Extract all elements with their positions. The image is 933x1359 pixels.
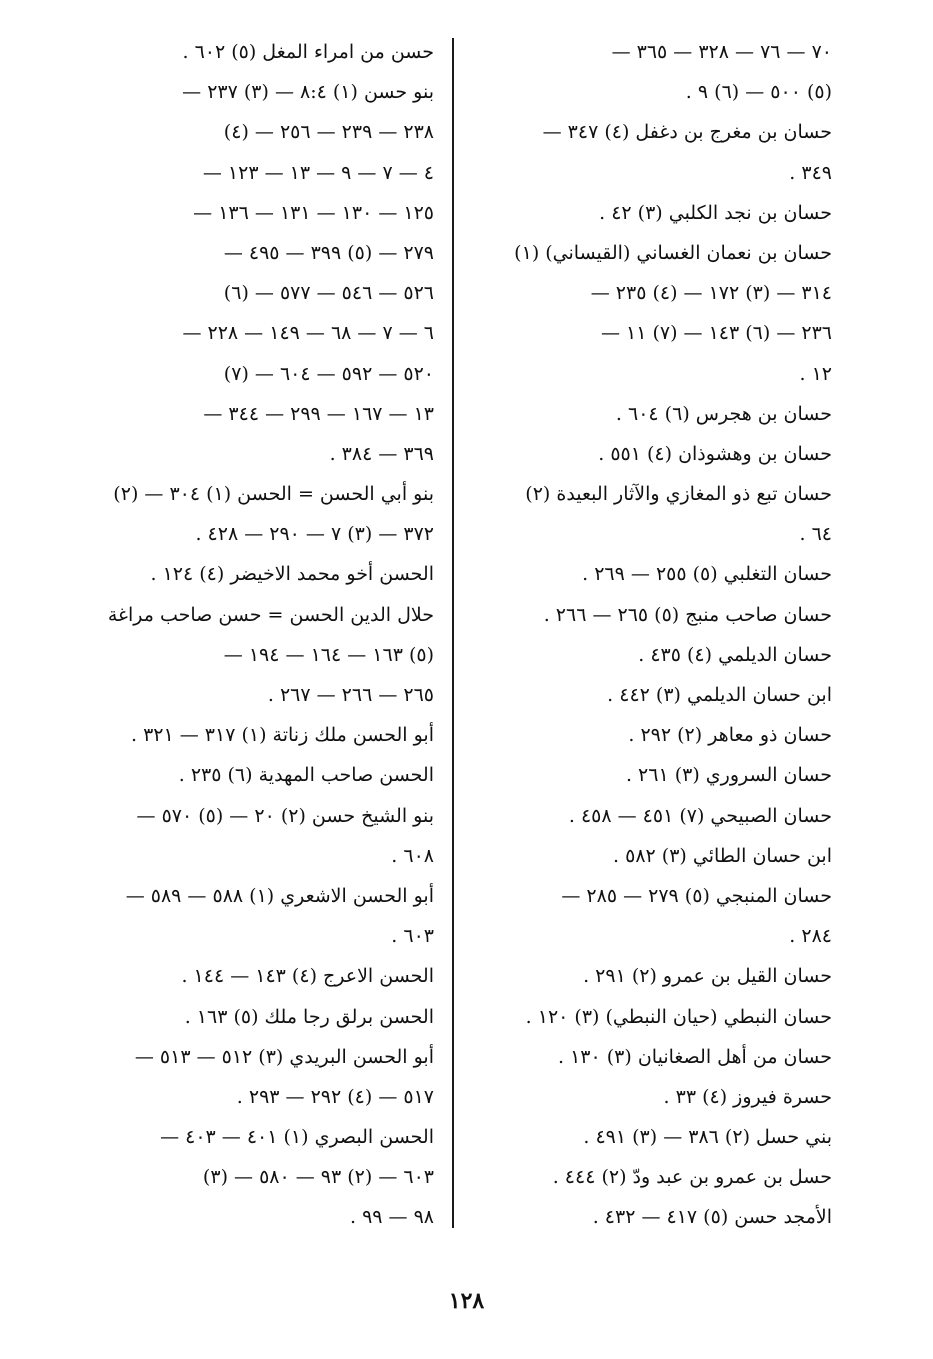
- index-line: (٥) ١٦٣ — ١٦٤ — ١٩٤ —: [223, 643, 434, 666]
- index-line: ابن حسان الطائي (٣) ٥٨٢ .: [613, 844, 832, 867]
- index-line: الحسن صاحب المهدية (٦) ٢٣٥ .: [178, 764, 434, 787]
- index-line: ١٢ .: [799, 362, 832, 385]
- index-line: حسن من امراء المغل (٥) ٦٠٢ .: [182, 41, 434, 63]
- index-line: ٣٦٩ — ٣٨٤ .: [329, 442, 434, 465]
- index-line: ٦٠٣ .: [391, 925, 434, 948]
- index-line: ٣٧٢ — (٣) ٧ — ٢٩٠ — ٤٢٨ .: [195, 523, 434, 546]
- index-line: حسل بن عمرو بن عبد ودّ (٢) ٤٤٤ .: [552, 1166, 832, 1189]
- index-line: حسان القيل بن عمرو (٢) ٢٩١ .: [583, 965, 832, 988]
- index-line: بنو حسن (١) ٨:٤ — (٣) ٢٣٧ —: [182, 81, 434, 104]
- index-line: ٦ — ٧ — ٦٨ — ١٤٩ — ٢٢٨ —: [182, 322, 434, 345]
- index-line: أبو الحسن البريدي (٣) ٥١٢ — ٥١٣ —: [134, 1045, 434, 1068]
- index-line: حسان بن هجرس (٦) ٦٠٤ .: [615, 402, 832, 425]
- index-line: ٤ — ٧ — ٩ — ١٣ — ١٢٣ —: [202, 161, 434, 184]
- index-line: أبو الحسن الاشعري (١) ٥٨٨ — ٥٨٩ —: [125, 884, 434, 907]
- index-line: بنو الشيخ حسن (٢) ٢٠ — (٥) ٥٧٠ —: [136, 804, 434, 827]
- index-line: ابن حسان الديلمي (٣) ٤٤٢ .: [607, 684, 832, 706]
- index-line: ٢٣٨ — ٢٣٩ — ٢٥٦ — (٤): [223, 121, 434, 144]
- index-line: حسان التغلبي (٥) ٢٥٥ — ٢٦٩ .: [582, 563, 832, 586]
- index-line: (٥) ٥٠٠ — (٦) ٩ .: [685, 81, 832, 104]
- index-line: حسان ذو معاهر (٢) ٢٩٢ .: [628, 724, 832, 747]
- index-line: حسان النبطي (حيان النبطي) (٣) ١٢٠ .: [525, 1005, 832, 1028]
- index-line: ٥٢٠ — ٥٩٢ — ٦٠٤ — (٧): [223, 362, 434, 385]
- index-line: حسان الصبيحي (٧) ٤٥١ — ٤٥٨ .: [568, 804, 832, 827]
- index-line: ٥٢٦ — ٥٤٦ — ٥٧٧ — (٦): [223, 282, 434, 305]
- index-line: ٦٤ .: [799, 523, 832, 546]
- left-index-column: [84, 32, 434, 1238]
- index-line: حسان صاحب منبج (٥) ٢٦٥ — ٢٦٦ .: [543, 603, 832, 626]
- index-line: حسان المنبجي (٥) ٢٧٩ — ٢٨٥ —: [561, 884, 832, 907]
- index-line: حسان بن نعمان الغساني (القيساني) (١): [514, 241, 832, 264]
- index-line: ٢٣٦ — (٦) ١٤٣ — (٧) ١١ —: [600, 322, 832, 345]
- index-line: ٩٨ — ٩٩ .: [349, 1206, 434, 1229]
- index-line: حسان من أهل الصغانيان (٣) ١٣٠ .: [558, 1045, 832, 1068]
- index-line: الحسن البصري (١) ٤٠١ — ٤٠٣ —: [160, 1126, 434, 1149]
- index-line: بنو أبي الحسن = الحسن (١) ٣٠٤ — (٢): [113, 483, 434, 506]
- index-line: الأمجد حسن (٥) ٤١٧ — ٤٣٢ .: [592, 1206, 832, 1229]
- index-line: ٣٤٩ .: [789, 161, 832, 184]
- index-line: ٧٠ — ٧٦ — ٣٢٨ — ٣٦٥ —: [611, 41, 832, 63]
- index-line: حلال الدين الحسن = حسن صاحب مراغة: [107, 603, 434, 626]
- index-line: حسان بن نجد الكلبي (٣) ٤٢ .: [599, 201, 832, 224]
- index-line: حسان السروري (٣) ٢٦١ .: [625, 764, 832, 787]
- index-line: ٢٨٤ .: [789, 925, 832, 948]
- index-line: ٣١٤ — (٣) ١٧٢ — (٤) ٢٣٥ —: [590, 282, 832, 305]
- page-number: ١٢٨: [448, 1288, 485, 1314]
- index-line: ٢٧٩ — (٥) ٣٩٩ — ٤٩٥ —: [223, 241, 434, 264]
- index-line: ١٣ — ١٦٧ — ٢٩٩ — ٣٤٤ —: [203, 402, 434, 425]
- index-line: ٥١٧ — (٤) ٢٩٢ — ٢٩٣ .: [236, 1085, 434, 1108]
- index-line: الحسن برلق رجا ملك (٥) ١٦٣ .: [184, 1005, 434, 1028]
- index-line: حسرة فيروز (٤) ٣٣ .: [663, 1085, 832, 1108]
- index-line: ٦٠٣ — (٢) ٩٣ — ٥٨٠ — (٣): [202, 1166, 434, 1189]
- index-line: حسان بن مغرج بن دغفل (٤) ٣٤٧ —: [542, 121, 832, 144]
- index-line: حسان الديلمي (٤) ٤٣٥ .: [638, 643, 832, 666]
- right-index-column: [470, 32, 832, 1238]
- index-line: الحسن أخو محمد الاخيضر (٤) ١٢٤ .: [150, 563, 434, 586]
- index-line: الحسن الاعرج (٤) ١٤٣ — ١٤٤ .: [181, 965, 434, 988]
- index-line: ٢٦٥ — ٢٦٦ — ٢٦٧ .: [267, 684, 434, 706]
- index-line: أبو الحسن ملك زناتة (١) ٣١٧ — ٣٢١ .: [130, 724, 434, 747]
- index-line: بني حسل (٢) ٣٨٦ — (٣) ٤٩١ .: [583, 1126, 832, 1149]
- index-line: حسان تبع ذو المغازي والآثار البعيدة (٢): [525, 483, 832, 506]
- index-line: ١٢٥ — ١٣٠ — ١٣١ — ١٣٦ —: [193, 201, 434, 224]
- index-line: ٦٠٨ .: [391, 844, 434, 867]
- column-divider: [452, 38, 454, 1228]
- index-line: حسان بن وهشوذان (٤) ٥٥١ .: [598, 442, 832, 465]
